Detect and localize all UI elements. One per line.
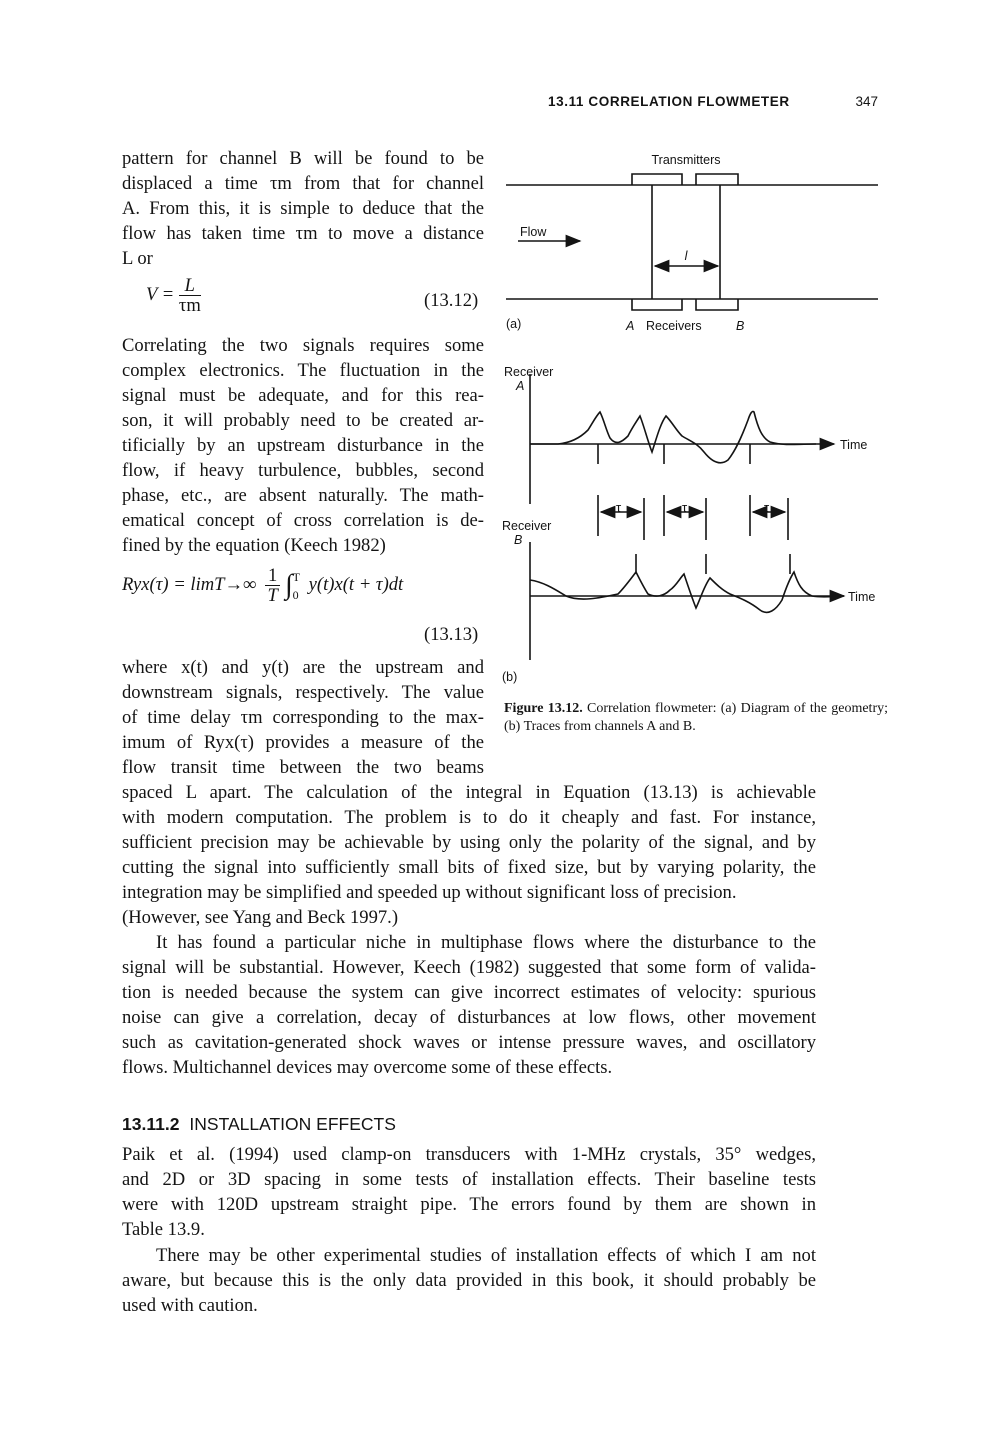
figure-caption-text: Correlation flowmeter: (a) Diagram of the geometry; (b) Traces from channels A and B. xyxy=(504,701,888,734)
text-line: noise can give a correlation, decay of disturbances at low flows, other movement xyxy=(122,1007,816,1028)
text-line: aware, but because this is the only data provided in this book, it should probably be xyxy=(122,1270,816,1291)
section-number: 13.11.2 xyxy=(122,1114,180,1134)
text-line: with modern computation. The problem is to do it cheaply and fast. For instance, xyxy=(122,807,816,828)
spacing-label: l xyxy=(684,249,688,263)
transmitters-label: Transmitters xyxy=(651,153,721,167)
eq2-integrand: y(t)x(t + τ)dt xyxy=(308,573,404,595)
flow-label: Flow xyxy=(520,225,547,239)
text-line: signal will be substantial. However, Keech (1982) suggested that some form of valida- xyxy=(122,957,816,978)
running-head-title: 13.11 CORRELATION FLOWMETER xyxy=(548,94,790,109)
text-line: spaced L apart. The calculation of the integral in Equation (13.13) is achievable xyxy=(122,782,816,803)
receiver-b-box xyxy=(696,299,738,310)
figure-13-12 xyxy=(500,140,892,700)
text-line: displaced a time τm from that for channel xyxy=(122,173,484,194)
text-line: signal must be adequate, and for this rea- xyxy=(122,385,484,406)
eq1-fraction xyxy=(179,276,201,315)
figure-caption-number: Figure 13.12. xyxy=(504,701,583,716)
tau-label: τ xyxy=(764,500,770,515)
trace-b-time-label: Time xyxy=(848,590,876,604)
equation-label-13-12: (13.12) xyxy=(424,290,479,311)
text-line: Table 13.9. xyxy=(122,1219,205,1240)
text-line: phase, etc., are absent naturally. The math- xyxy=(122,485,484,506)
eq2-denominator: T xyxy=(267,585,278,606)
paragraph-4 xyxy=(122,930,816,1080)
trace-b-waveform xyxy=(530,572,844,612)
eq1-lhs: V = xyxy=(146,283,175,305)
text-line: (However, see Yang and Beck 1997.) xyxy=(122,907,399,928)
integral-sign: ∫ xyxy=(284,569,293,601)
subfigure-b-label: (b) xyxy=(502,670,518,684)
eq1-denominator: τm xyxy=(178,295,201,316)
text-line: were with 120D upstream straight pipe. The errors found by them are shown in xyxy=(122,1194,816,1215)
text-line: flow transit time between the two beams xyxy=(122,757,484,778)
trace-a-channel-label: A xyxy=(516,379,525,393)
tau-label: τ xyxy=(682,500,688,515)
text-line: imum of Ryx(τ) provides a measure of the xyxy=(122,732,484,753)
eq2-fraction xyxy=(265,566,280,605)
paragraph-2 xyxy=(122,333,484,558)
text-line: pattern for channel B will be found to be xyxy=(122,148,484,169)
text-line: There may be other experimental studies of installation effects of which I am not xyxy=(156,1245,816,1266)
text-line: used with caution. xyxy=(122,1295,258,1316)
receiver-a-letter: A xyxy=(626,319,635,333)
eq2-numerator: 1 xyxy=(265,566,280,586)
text-line: flow, if heavy turbulence, bubbles, second xyxy=(122,460,484,481)
trace-a-waveform xyxy=(530,411,816,462)
paragraph-3 xyxy=(122,655,484,780)
text-line: fined by the equation (Keech 1982) xyxy=(122,535,386,556)
text-line: flow has taken time τm to move a distance xyxy=(122,223,484,244)
running-head xyxy=(548,94,878,109)
paragraph-6 xyxy=(122,1243,816,1318)
text-line: such as cavitation-generated shock waves or intense pressure waves, and oscillatory xyxy=(122,1032,816,1053)
paragraph-3-continued xyxy=(122,780,816,930)
text-line: A. From this, it is simple to deduce that the xyxy=(122,198,484,219)
receiver-b-letter: B xyxy=(736,319,745,333)
text-line: downstream signals, respectively. The value xyxy=(122,682,484,703)
text-line: tificially by an upstream disturbance in the xyxy=(122,435,484,456)
section-heading xyxy=(122,1114,396,1135)
text-line: Paik et al. (1994) used clamp-on transducers with 1-MHz crystals, 35° wedges, xyxy=(122,1144,816,1165)
transmitter-a xyxy=(632,174,682,185)
trace-b-channel-label: B xyxy=(514,533,523,547)
text-line: It has found a particular niche in multiphase flows where the disturbance to the xyxy=(156,932,816,953)
eq1-numerator: L xyxy=(179,276,201,296)
text-line: Correlating the two signals requires some xyxy=(122,335,484,356)
receiver-a-box xyxy=(632,299,682,310)
text-line: son, it will probably need to be created ar- xyxy=(122,410,484,431)
text-line: L or xyxy=(122,248,153,269)
equation-label-13-13: (13.13) xyxy=(424,624,479,645)
section-title: INSTALLATION EFFECTS xyxy=(189,1114,396,1134)
text-line: integration may be simplified and speeded up without significant loss of precision. xyxy=(122,882,737,903)
text-line: and 2D or 3D spacing in some tests of installation effects. Their baseline tests xyxy=(122,1169,816,1190)
trace-b-receiver-label: Receiver xyxy=(502,519,552,533)
trace-a-time-label: Time xyxy=(840,438,868,452)
text-line: of time delay τm corresponding to the max- xyxy=(122,707,484,728)
text-line: ematical concept of cross correlation is de- xyxy=(122,510,484,531)
text-line: cutting the signal into sufficiently small bits of fixed size, but by varying polarity, the xyxy=(122,857,816,878)
text-line: sufficient precision may be achievable by using only the polarity of the signal, and by xyxy=(122,832,816,853)
page-number: 347 xyxy=(855,94,878,109)
trace-a-receiver-label: Receiver xyxy=(504,365,554,379)
subfigure-a-label: (a) xyxy=(506,317,522,331)
integral-limits: T 0 xyxy=(292,569,300,602)
tau-label: τ xyxy=(616,500,622,515)
eq2-lhs: Ryx(τ) = limT→∞ xyxy=(122,573,257,595)
text-line: flows. Multichannel devices may overcome some of these effects. xyxy=(122,1057,613,1078)
paragraph-5 xyxy=(122,1142,816,1242)
figure-caption xyxy=(504,700,888,736)
equation-13-12 xyxy=(146,276,201,315)
text-line: where x(t) and y(t) are the upstream and xyxy=(122,657,484,678)
text-line: complex electronics. The fluctuation in the xyxy=(122,360,484,381)
equation-13-13 xyxy=(122,566,403,605)
transmitter-b xyxy=(696,174,738,185)
paragraph-1 xyxy=(122,146,484,271)
receivers-label: Receivers xyxy=(646,319,702,333)
text-line: tion is needed because the system can give incorrect estimates of velocity: spurious xyxy=(122,982,816,1003)
